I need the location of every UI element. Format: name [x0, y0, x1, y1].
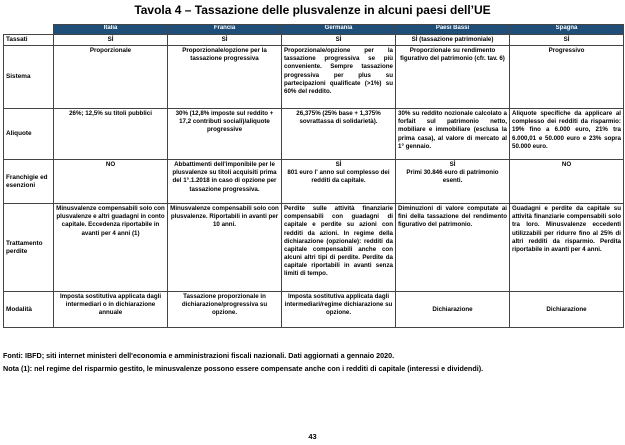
- table-cell: Dichiarazione: [510, 292, 624, 328]
- table-cell: Perdite sulle attività finanziarie compensabili con guadagni di capitale e perdite su azioni con redditi da azioni. In regime della dichiarazione (opzionale): redditi da capitale compensabili anche con alcuni altri tipi di perdite. Perdite da capitale riportabili in avanti senza limiti di tempo.: [282, 204, 396, 292]
- table-cell: 30% (12,8% imposte sul reddito + 17,2 contributi sociali)/aliquote progressive: [168, 109, 282, 160]
- table-cell: Progressivo: [510, 46, 624, 109]
- table-cell: SÌ: [510, 35, 624, 46]
- row-label: Trattamento perdite: [4, 204, 54, 292]
- row-label: Sistema: [4, 46, 54, 109]
- row-label: Aliquote: [4, 109, 54, 160]
- table-cell: NO: [510, 160, 624, 204]
- table-cell: Proporzionale/opzione per la tassazione progressiva: [168, 46, 282, 109]
- tax-comparison-table: [3, 24, 624, 328]
- table-cell: Minusvalenze compensabili solo con plusvalenze e altri guadagni in conto capitale. Eccedenza riportabile in avanti per 4 anni (1): [54, 204, 168, 292]
- table-row-modalita: [4, 292, 624, 328]
- table-cell: Proporzionale su rendimento figurativo del patrimonio (cfr. tav. 6): [396, 46, 510, 109]
- footnote-1: Nota (1): nel regime del risparmio gestito, le minusvalenze possono essere compensate anche con i redditi di capitale (interessi e dividendi).: [3, 364, 484, 373]
- page-number: 43: [308, 432, 317, 441]
- table-cell: SÌ 801 euro l' anno sul complesso dei redditi da capitale.: [282, 160, 396, 204]
- table-cell: SÌ (tassazione patrimoniale): [396, 35, 510, 46]
- table-cell: Imposta sostitutiva applicata dagli intermediari/regime dichiarazione su opzione.: [282, 292, 396, 328]
- table-cell: 30% su reddito nozionale calcolato a forfait sul patrimonio netto, mobiliare e immobiliare (esclusa la prima casa), al valore di mercato al 1° gennaio.: [396, 109, 510, 160]
- table-cell: Proporzionale: [54, 46, 168, 109]
- table-cell: Abbattimenti dell'imponibile per le plusvalenze su titoli acquisiti prima del 1°.1.2018 in caso di opzione per tassazione progressiva.: [168, 160, 282, 204]
- table-cell: Imposta sostitutiva applicata dagli intermediari o in dichiarazione annuale: [54, 292, 168, 328]
- table-cell: Guadagni e perdite da capitale su attività finanziarie compensabili solo tra loro. Minusvalenze eccedenti utilizzabili per ridurre fino al 25% di altri redditi da risparmio. Perdita riportabile in avanti per 4 anni.: [510, 204, 624, 292]
- table-cell: Dichiarazione: [396, 292, 510, 328]
- table-row-sistema: [4, 46, 624, 109]
- table-cell: SÌ: [282, 35, 396, 46]
- header-corner: [4, 25, 54, 35]
- table-cell: NO: [54, 160, 168, 204]
- header-country: Germania: [282, 25, 396, 35]
- row-label: Franchigie ed esenzioni: [4, 160, 54, 204]
- table-cell: SÌ: [54, 35, 168, 46]
- header-country: Spagna: [510, 25, 624, 35]
- table-row-aliquote: [4, 109, 624, 160]
- table-cell: Aliquote specifiche da applicare al complesso dei redditi da risparmio: 19% fino a 6.000 euro, 21% tra 6.000,01 e 50.000 euro e 23% sopra 50.000 euro.: [510, 109, 624, 160]
- table-cell: Tassazione proporzionale in dichiarazione/progressiva su opzione.: [168, 292, 282, 328]
- table-cell: 26,375% (25% base + 1,375% sovrattassa di solidarietà).: [282, 109, 396, 160]
- table-row-perdite: [4, 204, 624, 292]
- table-cell: 26%; 12,5% su titoli pubblici: [54, 109, 168, 160]
- table-cell: SÌ: [168, 35, 282, 46]
- table-row-franchigie: [4, 160, 624, 204]
- table-cell: Minusvalenze compensabili solo con plusvalenze. Riportabili in avanti per 10 anni.: [168, 204, 282, 292]
- row-label: Modalità: [4, 292, 54, 328]
- header-country: Francia: [168, 25, 282, 35]
- header-country: Italia: [54, 25, 168, 35]
- table-cell: Proporzionale/opzione per la tassazione progressiva se più conveniente. Sempre tassazione progressiva per plus su partecipazioni qualificate (>1%) su 60% del reddito.: [282, 46, 396, 109]
- source-note: Fonti: IBFD; siti internet ministeri dell'economia e amministrazioni fiscali nazionali. Dati aggiornati a gennaio 2020.: [3, 351, 395, 360]
- header-country: Paesi Bassi: [396, 25, 510, 35]
- table-cell: Diminuzioni di valore computate ai fini della tassazione del rendimento figurativo del patrimonio.: [396, 204, 510, 292]
- row-label: Tassati: [4, 35, 54, 46]
- table-title: Tavola 4 – Tassazione delle plusvalenze in alcuni paesi dell’UE: [134, 3, 491, 17]
- table-cell: SÌ Primi 30.846 euro di patrimonio esenti.: [396, 160, 510, 204]
- header-row: [4, 25, 624, 35]
- table-row-tassati: [4, 35, 624, 46]
